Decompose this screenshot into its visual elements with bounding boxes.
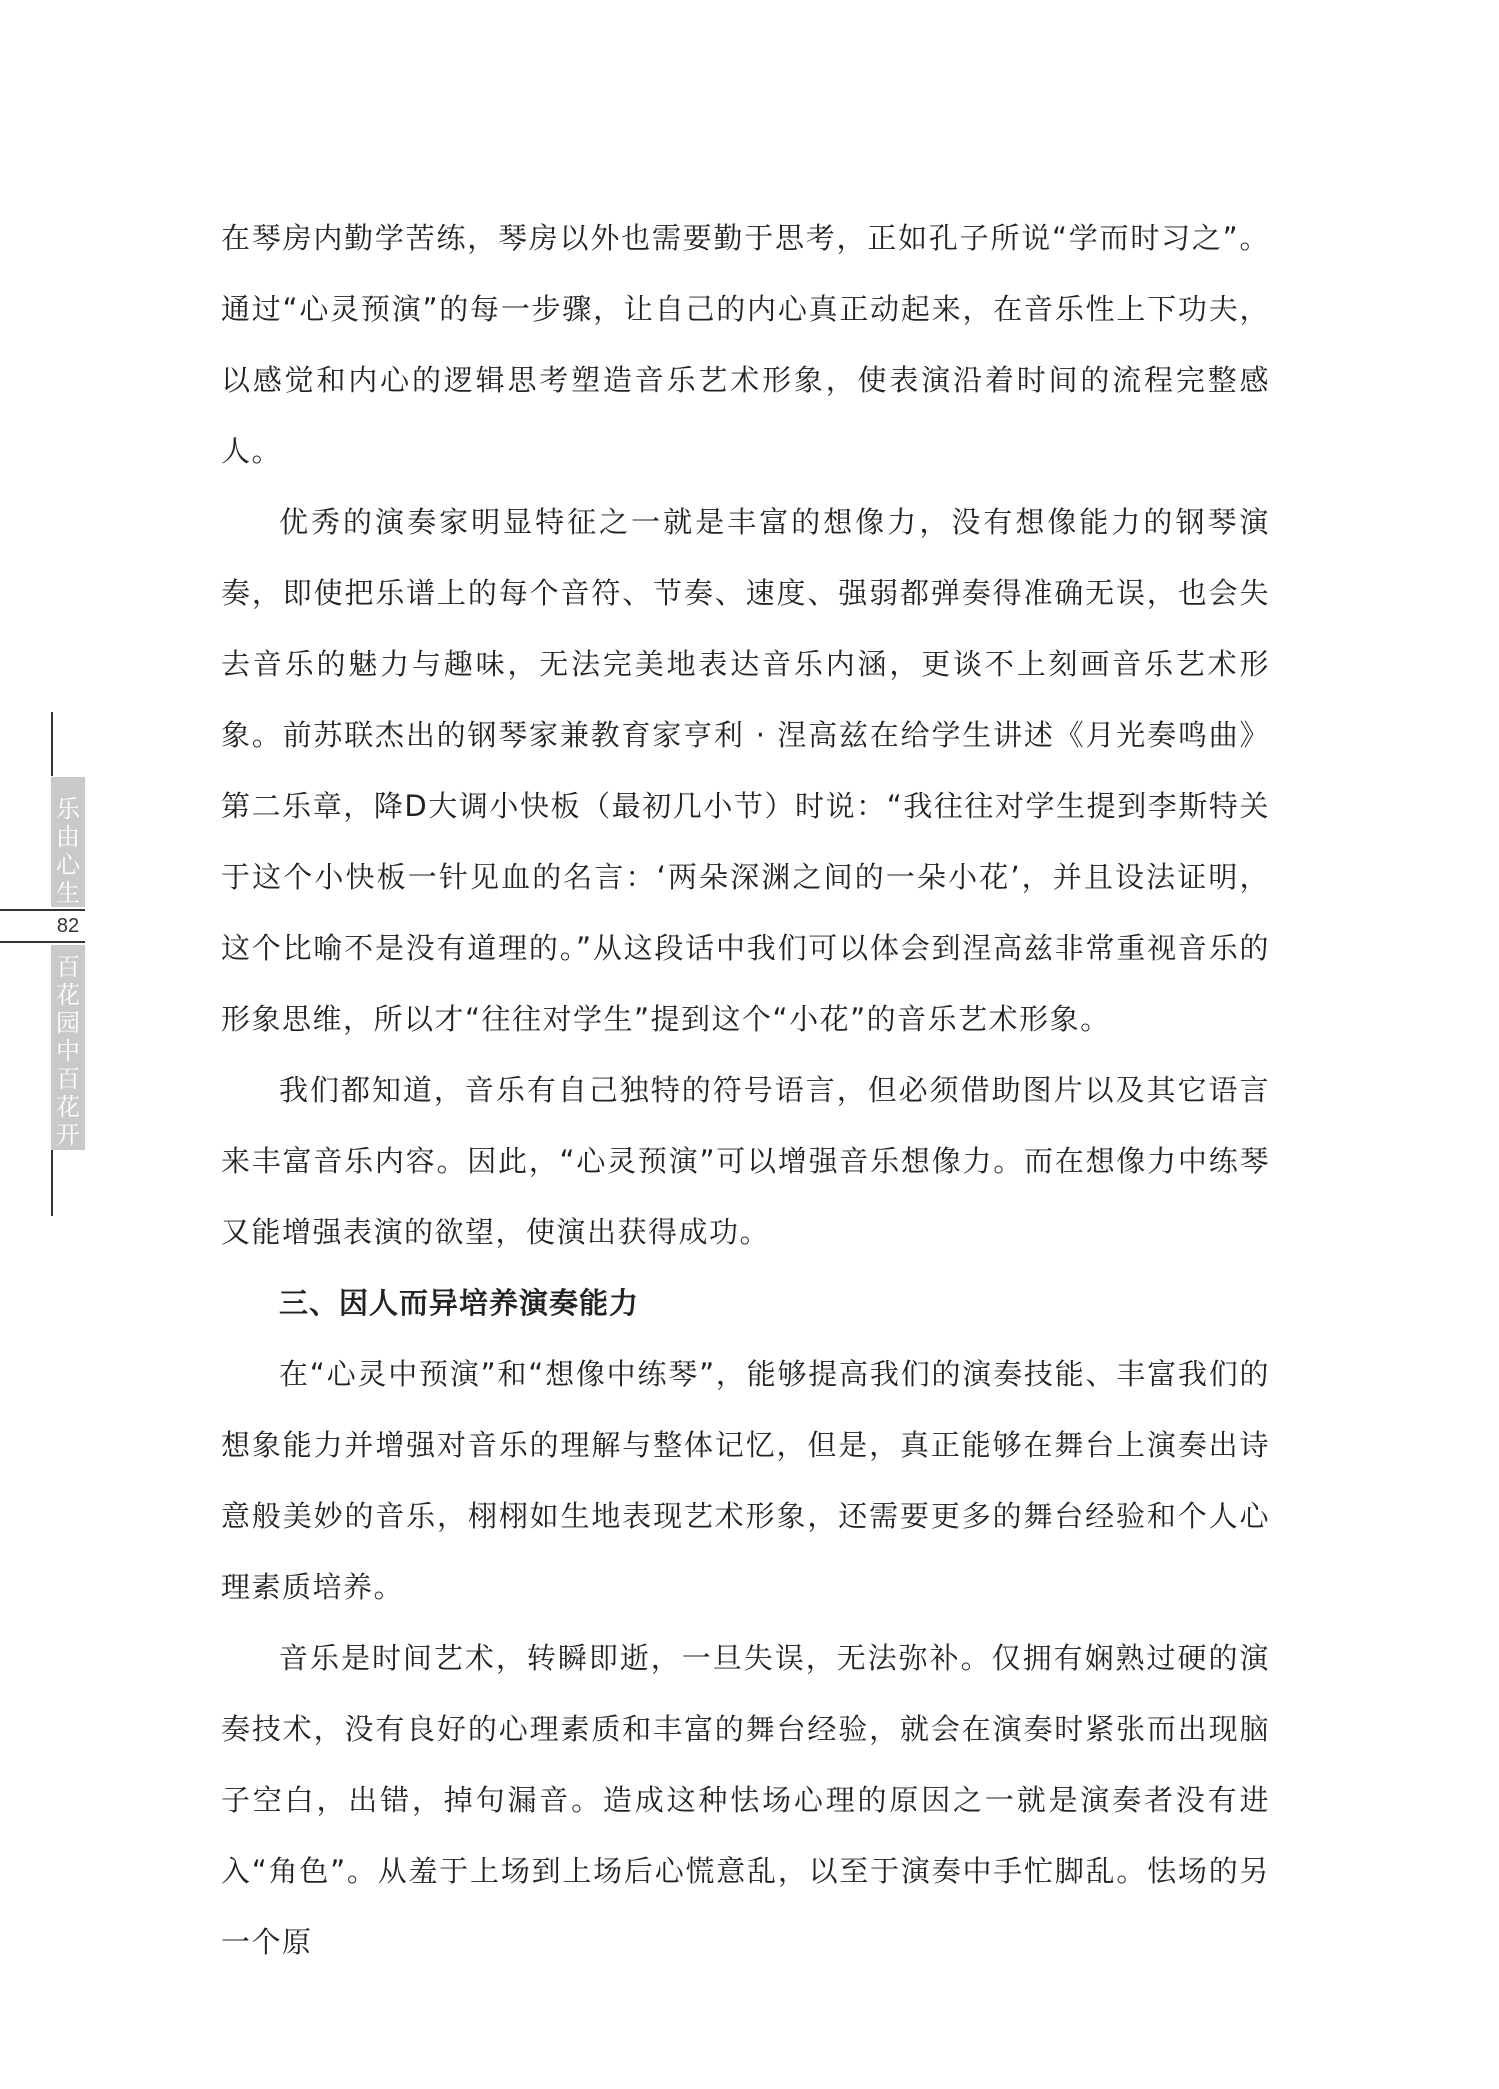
series-title-char: 由 [56, 823, 80, 851]
series-title-char: 心 [56, 851, 80, 879]
book-title-char: 中 [56, 1037, 80, 1065]
section-heading: 三、因人而异培养演奏能力 [279, 1286, 640, 1320]
book-title-char: 百 [56, 1065, 80, 1093]
page-number: 82 [56, 915, 80, 937]
paragraph: 在琴房内勤学苦练，琴房以外也需要勤于思考，正如孔子所说“学而时习之”。通过“心灵预演”的每一步骤，让自己的内心真正动起来，在音乐性上下功夫，以感觉和内心的逻辑思考塑造音乐艺术形象，使表演沿着时间的流程完整感人。 [221, 221, 1270, 468]
series-title-tab [51, 777, 85, 907]
page-number-box [0, 909, 85, 943]
book-title-tab [51, 945, 85, 1150]
page-body [221, 203, 1270, 1978]
book-title-char: 开 [56, 1121, 80, 1149]
side-rule-bottom [51, 1150, 53, 1216]
book-title-char: 花 [56, 981, 80, 1009]
book-title-char: 百 [56, 953, 80, 981]
paragraph: 在“心灵中预演”和“想像中练琴”，能够提高我们的演奏技能、丰富我们的想象能力并增强对音乐的理解与整体记忆，但是，真正能够在舞台上演奏出诗意般美妙的音乐，栩栩如生地表现艺术形象，还需要更多的舞台经验和个人心理素质培养。 [221, 1357, 1270, 1604]
book-title-char: 园 [56, 1009, 80, 1037]
side-rule-top [51, 712, 53, 776]
series-title-char: 生 [56, 879, 80, 907]
paragraph: 音乐是时间艺术，转瞬即逝，一旦失误，无法弥补。仅拥有娴熟过硬的演奏技术，没有良好的心理素质和丰富的舞台经验，就会在演奏时紧张而出现脑子空白，出错，掉句漏音。造成这种怯场心理的原因之一就是演奏者没有进入“角色”。从羞于上场到上场后心慌意乱，以至于演奏中手忙脚乱。怯场的另一个原 [221, 1641, 1270, 1959]
paragraph: 我们都知道，音乐有自己独特的符号语言，但必须借助图片以及其它语言来丰富音乐内容。因此，“心灵预演”可以增强音乐想像力。而在想像力中练琴又能增强表演的欲望，使演出获得成功。 [221, 1073, 1270, 1249]
paragraph: 优秀的演奏家明显特征之一就是丰富的想像力，没有想像能力的钢琴演奏，即使把乐谱上的每个音符、节奏、速度、强弱都弹奏得准确无误，也会失去音乐的魅力与趣味，无法完美地表达音乐内涵，更谈不上刻画音乐艺术形象。前苏联杰出的钢琴家兼教育家亨利 · 涅高兹在给学生讲述《月光奏鸣曲》第二乐章，降D大调小快板（最初几小节）时说：“我往往对学生提到李斯特关于这个小快板一针见血的名言：‘两朵深渊之间的一朵小花’，并且设法证明，这个比喻不是没有道理的。”从这段话中我们可以体会到涅高兹非常重视音乐的形象思维，所以才“往往对学生”提到这个“小花”的音乐艺术形象。 [221, 505, 1270, 1036]
series-title-char: 乐 [56, 795, 80, 823]
book-title-char: 花 [56, 1093, 80, 1121]
